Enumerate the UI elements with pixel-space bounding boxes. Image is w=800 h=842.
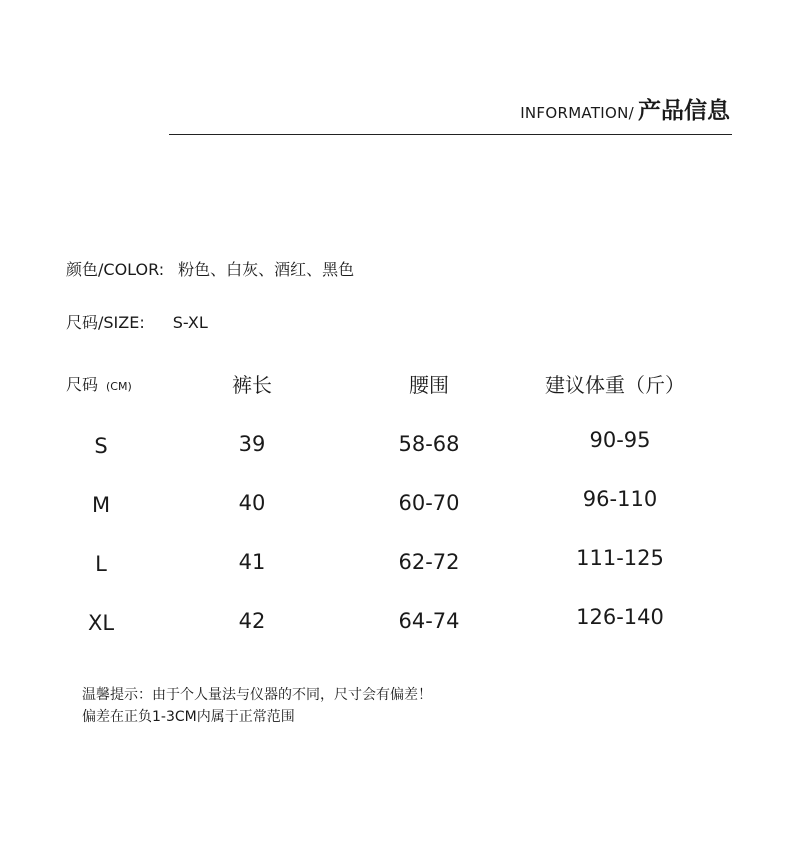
note-range: 偏差在正负1-3CM内属于正常范围 <box>82 709 295 725</box>
cell-weight: 126-140 <box>576 605 664 629</box>
cell-waist: 60-70 <box>398 491 460 515</box>
color-info <box>66 257 354 280</box>
cell-waist: 64-74 <box>398 609 460 633</box>
header-waist: 腰围 <box>409 373 449 397</box>
cell-length: 41 <box>238 550 266 574</box>
cell-size: M <box>91 493 111 517</box>
cell-weight: 111-125 <box>576 546 664 570</box>
section-header <box>520 92 730 125</box>
cell-length: 42 <box>238 609 266 633</box>
cell-size: L <box>95 552 107 576</box>
cell-waist: 62-72 <box>398 550 460 574</box>
color-label: 颜色/COLOR: <box>66 260 165 279</box>
header-unit: (CM) <box>106 380 132 393</box>
note-tip: 温馨提示：由于个人量法与仪器的不同，尺寸会有偏差！ <box>82 687 432 703</box>
cell-weight: 96-110 <box>582 487 658 511</box>
cell-size: XL <box>87 611 115 635</box>
color-value: 粉色、白灰、酒红、黑色 <box>178 260 355 279</box>
header-size: 尺码 (CM) <box>66 375 132 394</box>
cell-weight: 90-95 <box>589 428 651 452</box>
size-value: S-XL <box>172 313 208 332</box>
cell-size: S <box>94 434 108 458</box>
cell-length: 40 <box>238 491 266 515</box>
size-label: 尺码/SIZE: <box>66 313 145 332</box>
cell-waist: 58-68 <box>398 432 460 456</box>
size-info <box>66 310 208 333</box>
header-weight: 建议体重（斤） <box>545 373 685 397</box>
header-length: 裤长 <box>232 373 272 397</box>
header-english: INFORMATION/ <box>520 104 634 122</box>
header-divider <box>169 134 732 135</box>
cell-length: 39 <box>238 432 266 456</box>
header-chinese: 产品信息 <box>638 98 730 124</box>
